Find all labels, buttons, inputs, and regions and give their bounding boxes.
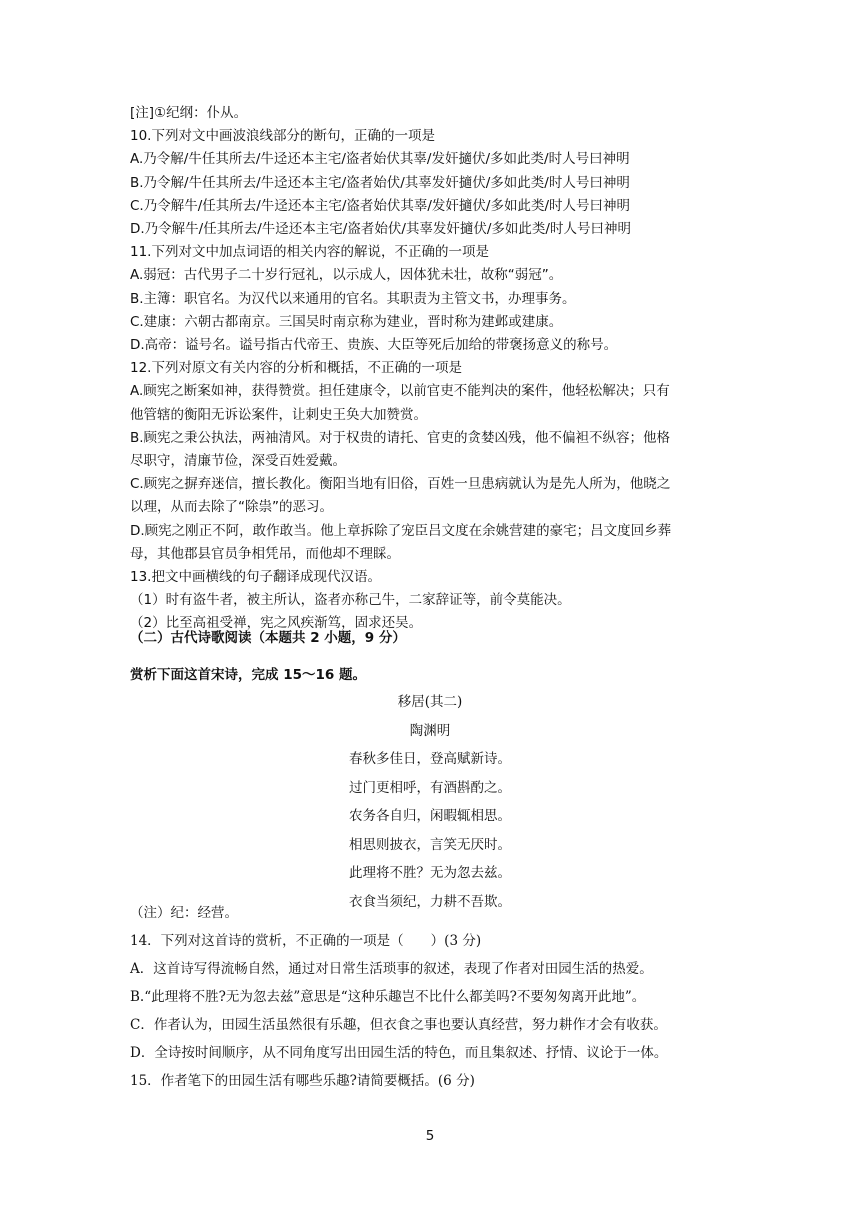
poem-title: 移居(其二) [397, 694, 463, 710]
page-number: 5 [425, 1128, 435, 1144]
q13-item-2: （2）比至高祖受禅，宪之风疾渐笃，固求还吴。 [130, 615, 423, 632]
poem-line-4: 相思则披衣，言笑无厌时。 [349, 836, 511, 853]
q12-option-d-line1: D.顾宪之刚正不阿，敢作敢当。他上章拆除了宠臣吕文度在余姚营建的豪宅；吕文度回乡葬 [130, 522, 672, 539]
q11-option-b: B.主簿：职官名。为汉代以来通用的官名。其职责为主管文书，办理事务。 [130, 290, 576, 307]
q14-option-c: C．作者认为，田园生活虽然很有乐趣，但衣食之事也要认真经营，努力耕作才会有收获。 [130, 1017, 667, 1033]
section-title: （二）古代诗歌阅读（本题共 2 小题，9 分） [130, 630, 406, 646]
q14-stem: 14．下列对这首诗的赏析，不正确的一项是（ ）(3 分) [130, 933, 482, 949]
q14-option-d: D．全诗按时间顺序，从不同角度写出田园生活的特色，而且集叙述、抒情、议论于一体。 [130, 1045, 668, 1061]
q10-option-b: B.乃令解/牛任其所去/牛迳还本主宅/盗者始伏/其辜发奸擿伏/多如此类/时人号曰神明 [130, 174, 630, 191]
q12-option-a-line2: 他管辖的衡阳无诉讼案件，让刺史王奂大加赞赏。 [130, 406, 427, 423]
q11-option-c: C.建康：六朝古都南京。三国吴时南京称为建业，晋时称为建邺或建康。 [130, 313, 563, 330]
q10-option-d: D.乃令解牛/任其所去/牛迳还本主宅/盗者始伏/其辜发奸擿伏/多如此类/时人号曰神明 [130, 221, 631, 238]
q14-option-a: A．这首诗写得流畅自然，通过对日常生活琐事的叙述，表现了作者对田园生活的热爱。 [130, 961, 653, 977]
questions-block-2 [130, 899, 730, 1095]
q11-option-d: D.高帝：谥号名。谥号指古代帝王、贵族、大臣等死后加给的带褒扬意义的称号。 [130, 337, 618, 354]
q12-stem: 12.下列对原文有关内容的分析和概括，不正确的一项是 [130, 360, 462, 377]
q11-stem: 11.下列对文中加点词语的相关内容的解说，不正确的一项是 [130, 244, 489, 261]
q10-option-a: A.乃令解/牛任其所去/牛迳还本主宅/盗者始伏其辜/发奸擿伏/多如此类/时人号曰神明 [130, 151, 630, 168]
q12-option-b-line1: B.顾宪之秉公执法，两袖清风。对于权贵的请托、官吏的贪婪凶残，他不偏袒不纵容；他格 [130, 429, 671, 446]
q13-item-1: （1）时有盗牛者，被主所认，盗者亦称己牛，二家辞证等，前令莫能决。 [130, 592, 571, 609]
q12-option-a-line1: A.顾宪之断案如神，获得赞赏。担任建康令，以前官吏不能判决的案件，他轻松解决；只有 [130, 383, 670, 400]
poem-line-2: 过门更相呼，有酒斟酌之。 [349, 779, 511, 796]
q10-option-c: C.乃令解牛/任其所去/牛迳还本主宅/盗者始伏其辜/发奸擿伏/多如此类/时人号曰神明 [130, 197, 631, 214]
poem-line-1: 春秋多佳日，登高赋新诗。 [349, 751, 511, 767]
q14-option-b: B.“此理将不胜?无为忽去兹”意思是“这种乐趣岂不比什么都美吗?不要匆匆离开此地”。 [130, 989, 646, 1005]
q11-option-a: A.弱冠：古代男子二十岁行冠礼，以示成人，因体犹未壮，故称“弱冠”。 [130, 267, 563, 284]
passage-questions-block [130, 102, 730, 636]
q12-option-d-line2: 母，其他郡县官员争相凭吊，而他却不理睬。 [130, 545, 400, 562]
poem-author: 陶渊明 [409, 722, 451, 739]
poem-line-6: 衣食当须纪，力耕不吾欺。 [349, 893, 511, 910]
poem-line-5: 此理将不胜？无为忽去兹。 [349, 865, 511, 881]
note-top: [注]①纪纲：仆从。 [130, 105, 248, 121]
section-intro: 赏析下面这首宋诗，完成 15～16 题。 [130, 667, 366, 683]
q12-option-c-line1: C.顾宪之摒弃迷信，擅长教化。衡阳当地有旧俗，百姓一旦患病就认为是先人所为，他晓之 [130, 476, 671, 493]
poem-note: （注）纪：经营。 [130, 905, 238, 921]
q15-stem: 15．作者笔下的田园生活有哪些乐趣?请简要概括。(6 分) [130, 1073, 475, 1089]
poem-block [0, 688, 860, 916]
poem-line-3: 农务各自归，闲暇辄相思。 [349, 808, 511, 824]
q10-stem: 10.下列对文中画波浪线部分的断句，正确的一项是 [130, 128, 435, 145]
q12-option-b-line2: 尽职守，清廉节俭，深受百姓爱戴。 [130, 453, 346, 470]
q13-stem: 13.把文中画横线的句子翻译成现代汉语。 [130, 569, 381, 586]
q12-option-c-line2: 以理，从而去除了“除祟”的恶习。 [130, 499, 333, 516]
